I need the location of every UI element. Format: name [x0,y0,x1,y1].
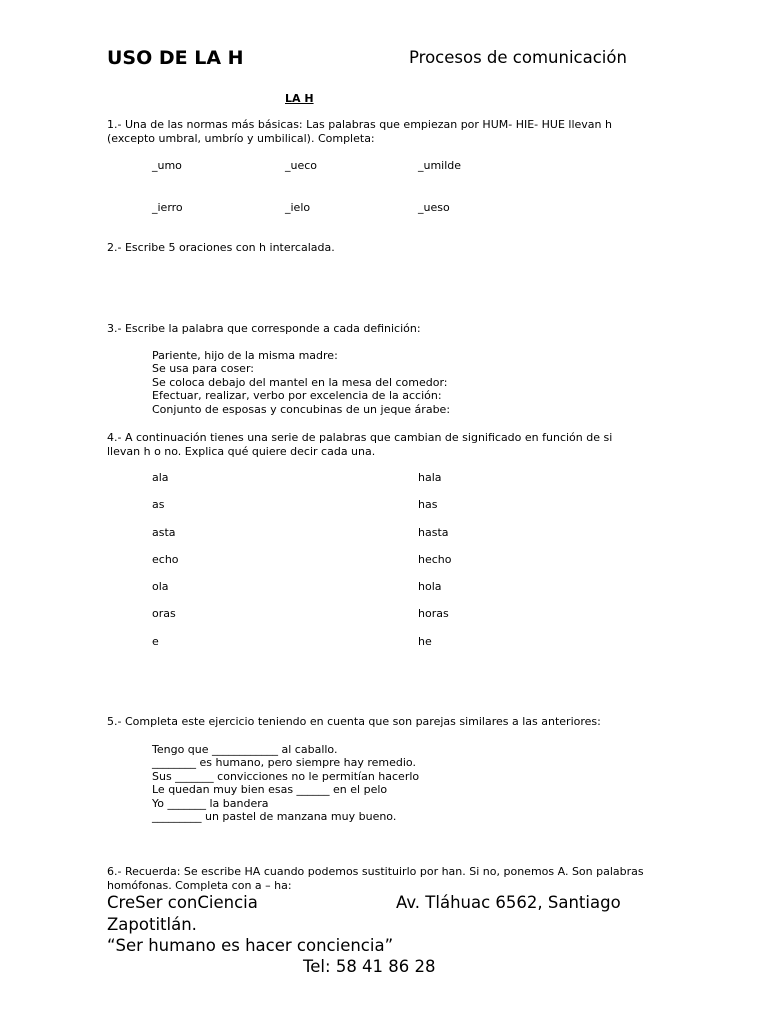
q5-sentence: Yo _______ la bandera [152,797,269,810]
q3-definition: Se usa para coser: [152,362,254,375]
q5-sentence: _________ un pastel de manzana muy bueno. [152,810,397,823]
q4-word-right: he [418,635,432,648]
q4-prompt-line2: llevan h o no. Explica qué quiere decir cada una. [107,445,376,458]
q1-word: _ielo [285,201,311,214]
q3-definition: Conjunto de esposas y concubinas de un jeque árabe: [152,403,451,416]
q4-word-left: asta [152,526,176,539]
footer-phone: Tel: 58 41 86 28 [303,957,436,976]
q2-prompt: 2.- Escribe 5 oraciones con h intercalada. [107,241,335,254]
q4-word-right: has [418,498,438,511]
document-title: USO DE LA H [107,47,244,69]
q4-word-right: hala [418,471,442,484]
q4-word-left: as [152,498,165,511]
q5-sentence: Tengo que ____________ al caballo. [152,743,338,756]
q6-prompt-line1: 6.- Recuerda: Se escribe HA cuando podemos sustituirlo por han. Si no, ponemos A. Son palabras [107,865,644,878]
q3-definition: Efectuar, realizar, verbo por excelencia de la acción: [152,389,442,402]
q4-prompt-line1: 4.- A continuación tienes una serie de palabras que cambian de significado en función de si [107,431,613,444]
footer-city: Zapotitlán. [107,915,197,934]
q4-word-left: ola [152,580,169,593]
q4-word-right: hola [418,580,442,593]
q5-sentence: Sus _______ convicciones no le permitían hacerlo [152,770,420,783]
footer-motto: “Ser humano es hacer conciencia” [107,936,394,955]
footer-address: Av. Tláhuac 6562, Santiago [396,893,621,912]
q4-word-right: hecho [418,553,452,566]
q1-word: _umilde [418,159,462,172]
q4-word-right: hasta [418,526,449,539]
q4-word-left: e [152,635,159,648]
document-subtitle: Procesos de comunicación [409,48,627,67]
q1-prompt-line1: 1.- Una de las normas más básicas: Las palabras que empiezan por HUM- HIE- HUE llevan h [107,118,612,131]
q1-word: _umo [152,159,182,172]
q4-word-left: echo [152,553,179,566]
q4-word-left: ala [152,471,169,484]
footer-org: CreSer conCiencia [107,893,258,912]
q4-word-left: oras [152,607,176,620]
q5-sentence: ________ es humano, pero siempre hay remedio. [152,756,416,769]
q4-word-right: horas [418,607,449,620]
q5-prompt: 5.- Completa este ejercicio teniendo en cuenta que son parejas similares a las anteriores: [107,715,601,728]
q1-word: _ueso [418,201,450,214]
q3-prompt: 3.- Escribe la palabra que corresponde a cada definición: [107,322,421,335]
q5-sentence: Le quedan muy bien esas ______ en el pelo [152,783,388,796]
q1-prompt-line2: (excepto umbral, umbrío y umbilical). Completa: [107,132,375,145]
section-heading: LA H [285,92,314,105]
q3-definition: Se coloca debajo del mantel en la mesa del comedor: [152,376,448,389]
q3-definition: Pariente, hijo de la misma madre: [152,349,338,362]
q6-prompt-line2: homófonas. Completa con a – ha: [107,879,292,892]
q1-word: _ierro [152,201,183,214]
q1-word: _ueco [285,159,318,172]
